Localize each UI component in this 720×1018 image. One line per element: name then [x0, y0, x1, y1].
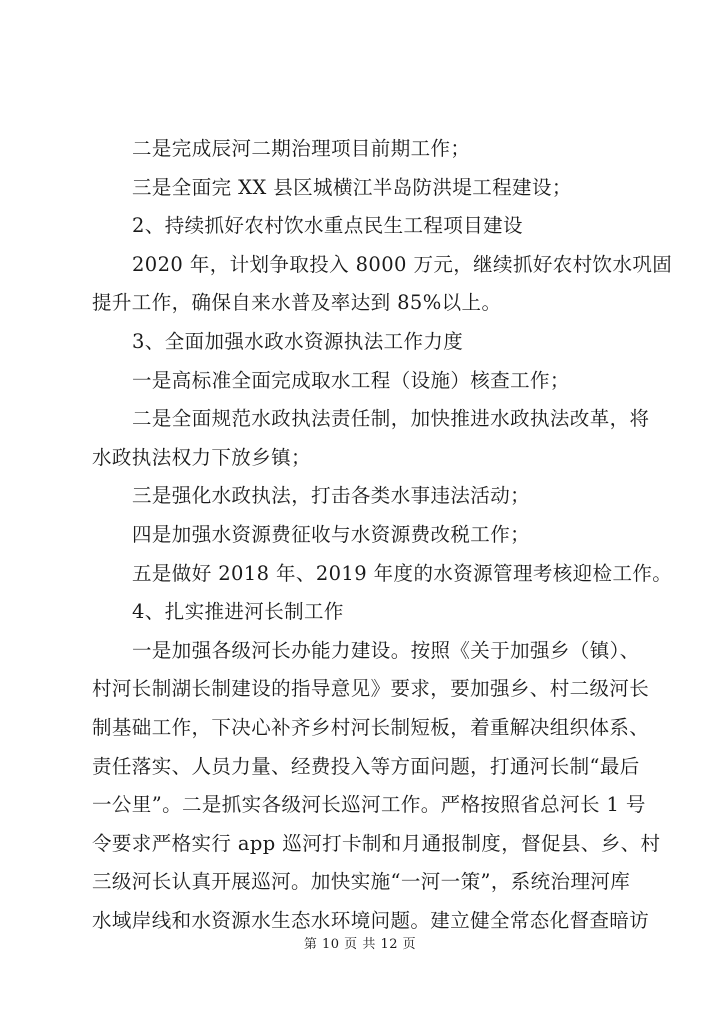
paragraph-line: 水域岸线和水资源水生态水环境问题。建立健全常态化督查暗访	[92, 908, 650, 932]
paragraph-line: 二是完成辰河二期治理项目前期工作；	[132, 137, 471, 160]
paragraph-line: 水政执法权力下放乡镇；	[92, 445, 311, 469]
paragraph-line: 五是做好 2018 年、2019 年度的水资源管理考核迎检工作。	[132, 561, 673, 585]
section-heading: 4、扎实推进河长制工作	[132, 600, 344, 624]
paragraph-line: 村河长制湖长制建设的指导意见》要求，要加强乡、村二级河长	[92, 677, 650, 701]
paragraph-line: 三是全面完 XX 县区城横江半岛防洪堤工程建设；	[132, 175, 572, 199]
paragraph-line: 一是加强各级河长办能力建设。按照《关于加强乡（镇）、	[132, 638, 640, 662]
paragraph-line: 一公里”。二是抓实各级河长巡河工作。严格按照省总河长 1 号	[92, 793, 646, 817]
paragraph-line: 三是强化水政执法，打击各类水事违法活动；	[132, 484, 531, 508]
page-number-footer: 第 10 页 共 12 页	[303, 937, 417, 952]
paragraph-line: 四是加强水资源费征收与水资源费改税工作；	[132, 522, 531, 546]
paragraph-line: 一是高标准全面完成取水工程（设施）核查工作；	[132, 368, 570, 392]
paragraph-line: 2020 年，计划争取投入 8000 万元，继续抓好农村饮水巩固	[132, 252, 673, 276]
document-body	[92, 130, 673, 940]
paragraph-line: 三级河长认真开展巡河。加快实施“一河一策”，系统治理河库	[92, 870, 631, 894]
section-heading: 2、持续抓好农村饮水重点民生工程项目建设	[132, 214, 523, 238]
paragraph-line: 提升工作，确保自来水普及率达到 85%以上。	[92, 291, 502, 315]
paragraph-line: 责任落实、人员力量、经费投入等方面问题，打通河长制“最后	[92, 754, 640, 778]
section-heading: 3、全面加强水政水资源执法工作力度	[132, 329, 464, 353]
paragraph-line: 二是全面规范水政执法责任制，加快推进水政执法改革，将	[132, 407, 650, 431]
paragraph-line: 制基础工作，下决心补齐乡村河长制短板，着重解决组织体系、	[92, 715, 650, 739]
paragraph-line: 令要求严格实行 app 巡河打卡制和月通报制度，督促县、乡、村	[92, 831, 661, 855]
